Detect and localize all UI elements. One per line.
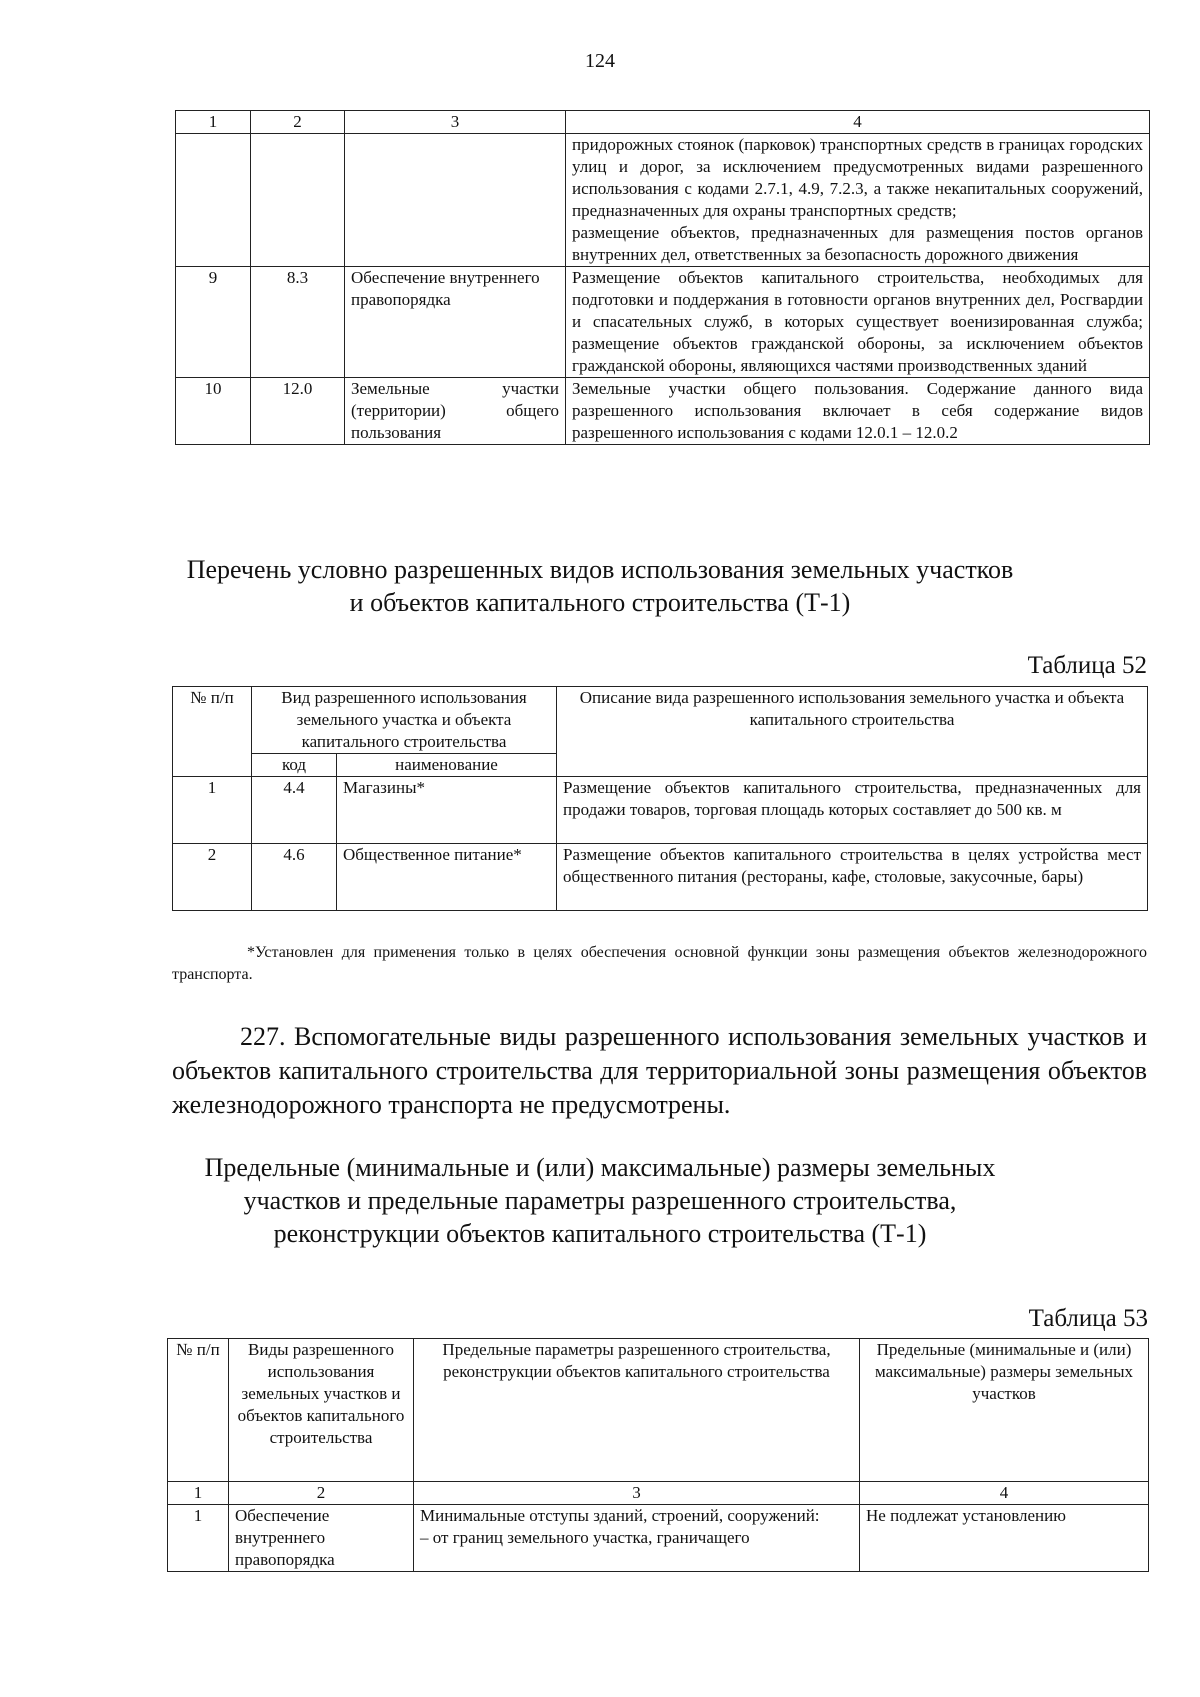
row-name: Магазины* xyxy=(337,777,557,844)
header-code: код xyxy=(252,754,337,777)
heading-line: Перечень условно разрешенных видов использования земельных участков xyxy=(186,555,1014,584)
header-name: наименование xyxy=(337,754,557,777)
row-description: Размещение объектов капитального строительства в целях устройства мест общественного питания (рестораны, кафе, столовые, закусочные, бары) xyxy=(557,844,1148,911)
table-53 xyxy=(167,1338,1149,1572)
column-index: 4 xyxy=(566,111,1150,134)
column-index: 1 xyxy=(176,111,251,134)
table-52 xyxy=(172,686,1148,911)
table-label: Таблица 52 xyxy=(1027,652,1147,679)
row-number xyxy=(176,134,251,267)
params-line: – от границ земельного участка, граничащего xyxy=(420,1528,750,1547)
table-row xyxy=(176,378,1150,445)
table-row xyxy=(173,844,1148,911)
row-number: 10 xyxy=(176,378,251,445)
header-kinds: Виды разрешенного использования земельных участков и объектов капитального строительства xyxy=(229,1339,414,1482)
row-description: Земельные участки общего пользования. Содержание данного вида разрешенного использования включает в себя содержание видов разрешенного использования с кодами 12.0.1 – 12.0.2 xyxy=(566,378,1150,445)
table-row xyxy=(176,134,1150,267)
heading-line: участков и предельные параметры разрешенного строительства, xyxy=(243,1186,957,1215)
row-number: 1 xyxy=(173,777,252,844)
row-name: Земельные участки (территории) общего пользования xyxy=(345,378,566,445)
table-index-row xyxy=(168,1482,1149,1505)
row-description: Размещение объектов капитального строительства, необходимых для подготовки и поддержания в готовности органов внутренних дел, Росгвардии и спасательных служб, в которых существует военизированная служба; размещение объектов гражданской обороны, за исключением объектов гражданской обороны, являющихся частями производственных зданий xyxy=(566,267,1150,378)
column-index: 2 xyxy=(229,1482,414,1505)
row-code: 4.6 xyxy=(252,844,337,911)
column-index: 4 xyxy=(860,1482,1149,1505)
table-header-row xyxy=(176,111,1150,134)
table-row xyxy=(173,777,1148,844)
page-number: 124 xyxy=(585,50,615,72)
row-number: 1 xyxy=(168,1505,229,1572)
row-kind: Обеспечение внутреннего правопорядка xyxy=(229,1505,414,1572)
table-row xyxy=(176,267,1150,378)
column-index: 1 xyxy=(168,1482,229,1505)
table-continuation xyxy=(175,110,1150,445)
header-number: № п/п xyxy=(168,1339,229,1482)
row-code: 12.0 xyxy=(251,378,345,445)
row-code: 4.4 xyxy=(252,777,337,844)
row-description: Размещение объектов капитального строительства, предназначенных для продажи товаров, торговая площадь которых составляет до 500 кв. м xyxy=(557,777,1148,844)
row-description xyxy=(566,134,1150,267)
table-label: Таблица 53 xyxy=(1028,1305,1148,1332)
column-index: 3 xyxy=(345,111,566,134)
row-code xyxy=(251,134,345,267)
row-name xyxy=(345,134,566,267)
row-number: 2 xyxy=(173,844,252,911)
heading-line: Предельные (минимальные и (или) максимальные) размеры земельных xyxy=(204,1153,996,1182)
description-part: размещение объектов, предназначенных для размещения постов органов внутренних дел, ответственных за безопасность дорожного движения xyxy=(572,223,1143,264)
description-part: придорожных стоянок (парковок) транспортных средств в границах городских улиц и дорог, за исключением предусмотренных видами разрешенного использования с кодами 2.7.1, 4.9, 7.2.3, а также некапитальных сооружений, предназначенных для охраны транспортных средств; xyxy=(572,135,1143,220)
row-params xyxy=(414,1505,860,1572)
heading-line: и объектов капитального строительства (Т-1) xyxy=(349,588,851,617)
heading-line: реконструкции объектов капитального строительства (Т-1) xyxy=(273,1219,927,1248)
row-name: Общественное питание* xyxy=(337,844,557,911)
row-name: Обеспечение внутреннего правопорядка xyxy=(345,267,566,378)
paragraph-227: 227. Вспомогательные виды разрешенного использования земельных участков и объектов капитального строительства для территориальной зоны размещения объектов железнодорожного транспорта не предусмотрены. xyxy=(172,1022,1147,1119)
section-heading xyxy=(0,1151,1200,1250)
row-number: 9 xyxy=(176,267,251,378)
header-number: № п/п xyxy=(173,687,252,777)
footnote xyxy=(172,942,1147,986)
header-sizes: Предельные (минимальные и (или) максимальные) размеры земельных участков xyxy=(860,1339,1149,1482)
section-heading xyxy=(0,553,1200,619)
row-code: 8.3 xyxy=(251,267,345,378)
table-row xyxy=(168,1505,1149,1572)
row-sizes: Не подлежат установлению xyxy=(860,1505,1149,1572)
column-index: 2 xyxy=(251,111,345,134)
column-index: 3 xyxy=(414,1482,860,1505)
footnote-text: *Установлен для применения только в целях обеспечения основной функции зоны размещения объектов железнодорожного транспорта. xyxy=(172,944,1147,983)
header-kind: Вид разрешенного использования земельного участка и объекта капитального строительства xyxy=(252,687,557,754)
params-line: Минимальные отступы зданий, строений, сооружений: xyxy=(420,1506,820,1525)
table-header-row xyxy=(173,687,1148,754)
table-header-row xyxy=(168,1339,1149,1482)
header-params: Предельные параметры разрешенного строительства, реконструкции объектов капитального строительства xyxy=(414,1339,860,1482)
header-description: Описание вида разрешенного использования земельного участка и объекта капитального строительства xyxy=(557,687,1148,777)
